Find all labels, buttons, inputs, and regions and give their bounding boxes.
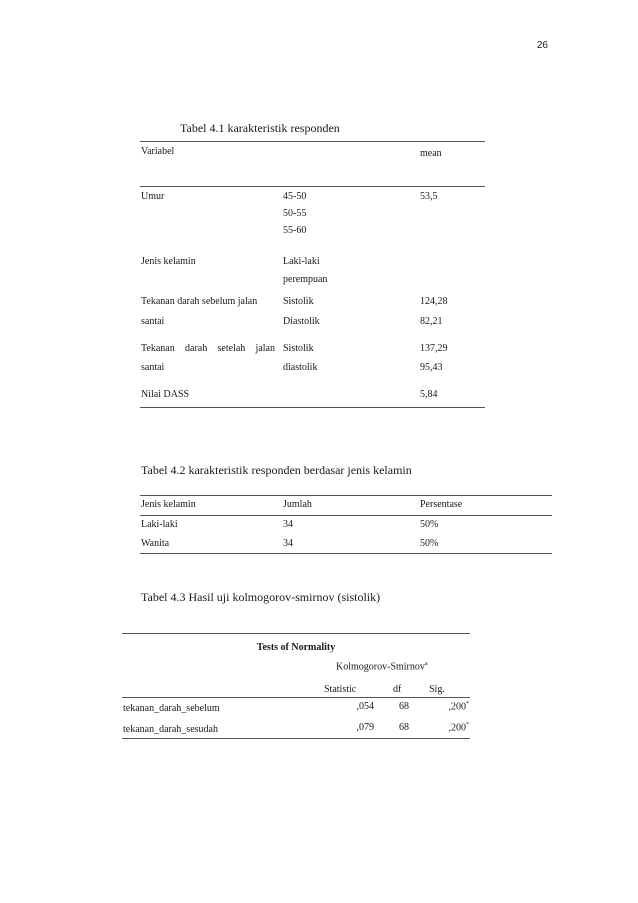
cell-df: 68: [399, 701, 409, 712]
table-4-2-bottom-rule: [140, 553, 552, 554]
table-cell: 50%: [420, 519, 439, 530]
table-4-2-top-rule: [140, 495, 552, 496]
cell-sub: Sistolik: [283, 296, 314, 307]
table-4-3-bottom-rule: [122, 738, 470, 739]
column-header-variabel: Variabel: [141, 146, 175, 157]
table-4-1-header-rule: [140, 186, 485, 187]
cell-sig: [0, 722, 469, 733]
column-header: Persentase: [420, 499, 463, 510]
cell-sub: 50-55: [283, 208, 307, 219]
table-4-3-header-rule: [122, 697, 470, 698]
row-label-tekanan-sebelum: Tekanan darah sebelum jalan: [141, 296, 258, 307]
table-4-2-header-rule: [140, 515, 552, 516]
row-label-tekanan-setelah: Tekanan darah setelah jalan: [141, 343, 275, 354]
table-cell: 34: [283, 538, 293, 549]
sig-value: ,200: [448, 722, 466, 734]
cell-sub: Sistolik: [283, 343, 314, 354]
column-header: Jenis kelamin: [141, 499, 196, 510]
column-header-statistic: Statistic: [324, 684, 357, 695]
table-4-1-top-rule: [140, 141, 485, 142]
sig-value: ,200: [448, 701, 466, 713]
kolmogorov-smirnov-header: [336, 661, 428, 672]
column-header-sig: Sig.: [429, 684, 445, 695]
column-header-mean: mean: [420, 148, 442, 159]
table-4-2-title: Tabel 4.2 karakteristik responden berdasar jenis kelamin: [141, 463, 412, 477]
table-cell: 34: [283, 519, 293, 530]
cell-mean: 5,84: [420, 389, 438, 400]
row-name: tekanan_darah_sebelum: [123, 703, 220, 714]
cell-mean: 95,43: [420, 362, 443, 373]
cell-sig: [0, 701, 469, 712]
row-name: tekanan_darah_sesudah: [123, 724, 218, 735]
page-number: 26: [536, 40, 548, 51]
sig-superscript: *: [466, 701, 469, 707]
group-header-text: Kolmogorov-Smirnov: [336, 661, 425, 673]
cell-sub: perempuan: [283, 274, 328, 285]
table-cell: 50%: [420, 538, 439, 549]
tests-of-normality-title: Tests of Normality: [256, 642, 336, 653]
cell-mean: 53,5: [420, 191, 438, 202]
cell-sub: 45-50: [283, 191, 307, 202]
row-label-tekanan-sebelum-cont: santai: [141, 316, 165, 327]
table-4-1-bottom-rule: [140, 407, 485, 408]
cell-mean: 124,28: [420, 296, 448, 307]
row-label-tekanan-setelah-cont: santai: [141, 362, 165, 373]
row-label-umur: Umur: [141, 191, 165, 202]
row-label-nilai-dass: Nilai DASS: [141, 389, 190, 400]
cell-sub: diastolik: [283, 362, 318, 373]
cell-sub: 55-60: [283, 225, 307, 236]
cell-mean: 82,21: [420, 316, 443, 327]
row-label-jenis-kelamin: Jenis kelamin: [141, 256, 196, 267]
table-4-3-title: Tabel 4.3 Hasil uji kolmogorov-smirnov (sistolik): [141, 590, 381, 604]
column-header: Jumlah: [283, 499, 312, 510]
table-4-3-top-rule: [122, 633, 470, 634]
table-4-1-title: Tabel 4.1 karakteristik responden: [180, 121, 340, 135]
column-header-df: df: [393, 684, 402, 695]
cell-sub: Laki-laki: [283, 256, 320, 267]
cell-statistic: ,054: [356, 701, 374, 712]
table-cell: Wanita: [141, 538, 170, 549]
cell-statistic: ,079: [356, 722, 374, 733]
group-header-superscript: a: [424, 661, 428, 667]
table-cell: Laki-laki: [141, 519, 178, 530]
cell-mean: 137,29: [420, 343, 448, 354]
cell-sub: Diastolik: [283, 316, 320, 327]
cell-df: 68: [399, 722, 409, 733]
sig-superscript: *: [466, 722, 469, 728]
